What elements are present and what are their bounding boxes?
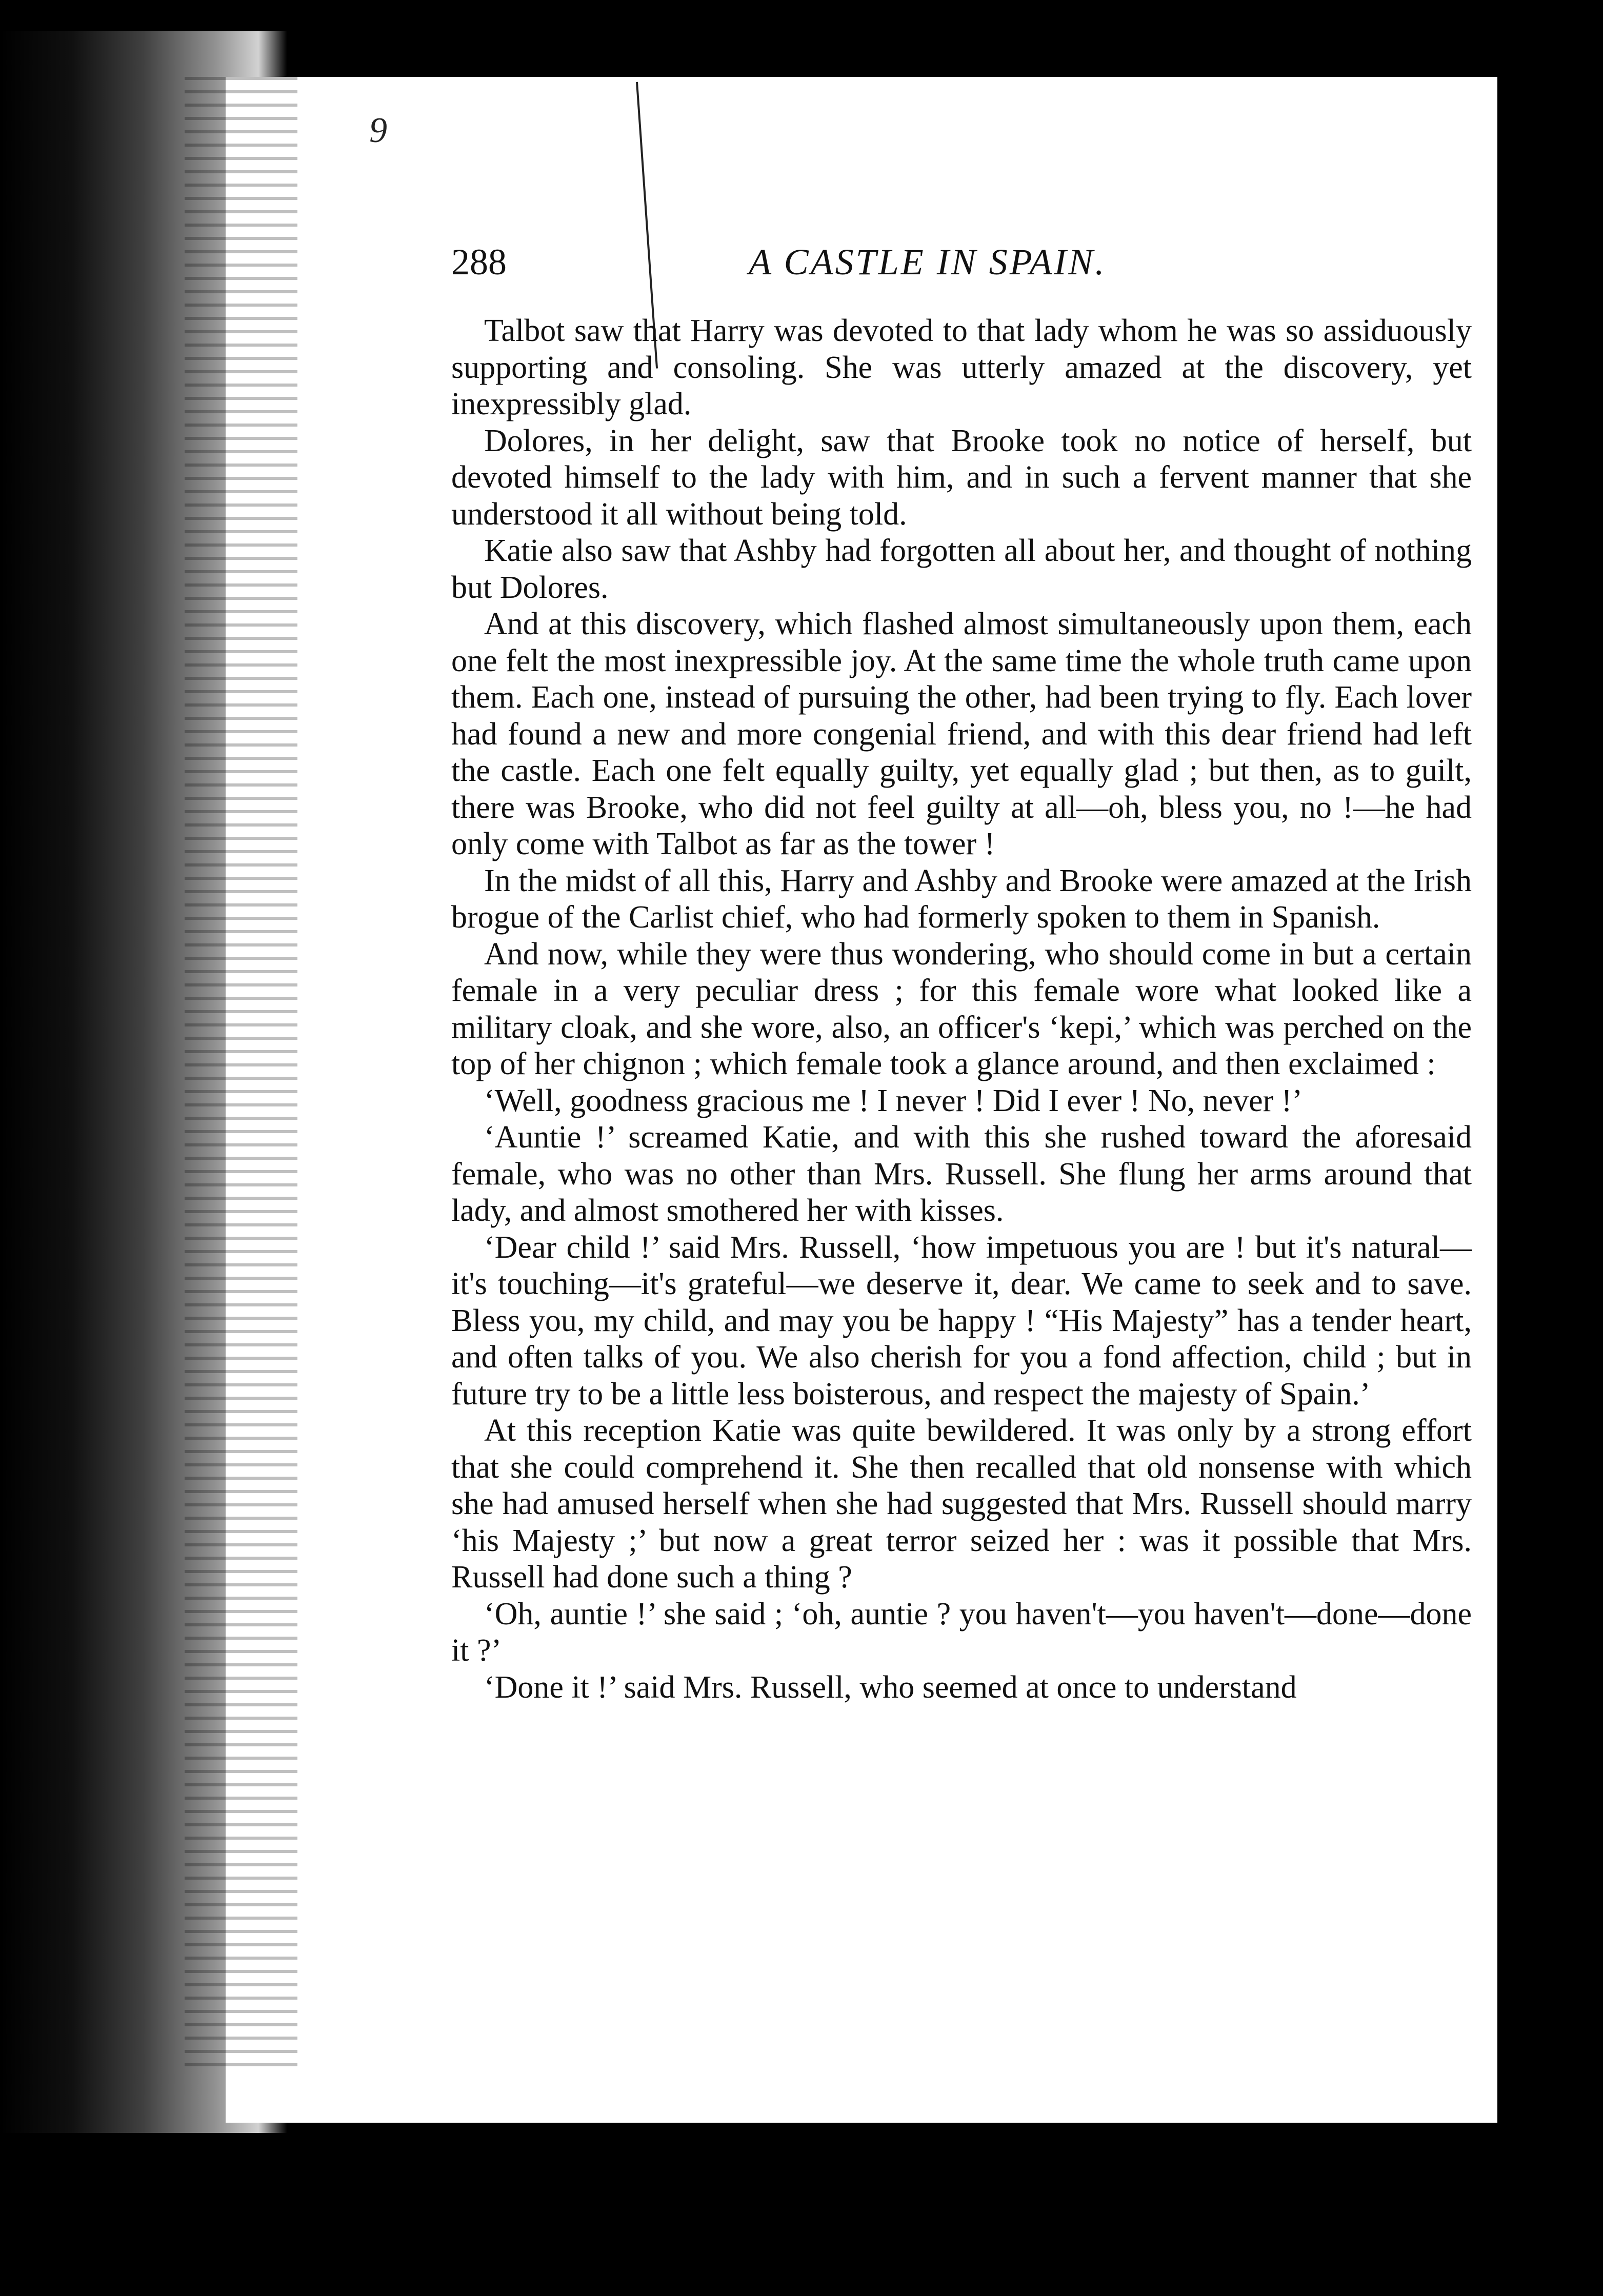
- paragraph: At this reception Katie was quite bewildered. It was only by a strong effort that she could comprehend it. She then recalled that old nonsense with which she had amused herself when she had suggested that Mrs. Russell should marry ‘his Majesty ;’ but now a great terror seized her : was it possible that Mrs. Russell had done such a thing ?: [451, 1413, 1472, 1595]
- body-text: [451, 313, 1472, 1706]
- paragraph: ‘Well, goodness gracious me ! I never ! Did I ever ! No, never !’: [484, 1083, 1303, 1118]
- page-header: [451, 241, 1456, 297]
- paragraph: And now, while they were thus wondering, who should come in but a certain female in a very peculiar dress ; for this female wore what looked like a military cloak, and she wore, also, an officer's ‘kepi,’ which was perched on the top of her chignon ; which female took a glance around, and then exclaimed :: [451, 936, 1472, 1081]
- paragraph: ‘Done it !’ said Mrs. Russell, who seemed at once to understand: [484, 1669, 1297, 1705]
- corner-mark: 9: [369, 111, 387, 150]
- paragraph: Dolores, in her delight, saw that Brooke took no notice of herself, but devoted himself to the lady with him, and in such a fervent manner that she understood it all without being told.: [451, 423, 1472, 532]
- paragraph: And at this discovery, which flashed almost simultaneously upon them, each one felt the most inexpressible joy. At the same time the whole truth came upon them. Each one, instead of pursuing the other, had been trying to fly. Each lover had found a new and more congenial friend, and with this dear friend had left the castle. Each one felt equally guilty, yet equally glad ; but then, as to guilt, there was Brooke, who did not feel guilty at all—oh, bless you, no !—he had only come with Talbot as far as the tower !: [451, 607, 1472, 861]
- paragraph: Talbot saw that Harry was devoted to that lady whom he was so assiduously supporting and consoling. She was utterly amazed at the discovery, yet inexpressibly glad.: [451, 313, 1472, 421]
- paragraph: Katie also saw that Ashby had forgotten all about her, and thought of nothing but Dolores.: [451, 533, 1472, 605]
- paragraph: ‘Oh, auntie !’ she said ; ‘oh, auntie ? you haven't—you haven't—done—done it ?’: [451, 1596, 1472, 1668]
- paragraph: In the midst of all this, Harry and Ashby and Brooke were amazed at the Irish brogue of the Carlist chief, who had formerly spoken to them in Spanish.: [451, 863, 1472, 935]
- running-title: A CASTLE IN SPAIN.: [749, 241, 1107, 283]
- gutter-texture: [185, 77, 297, 2077]
- page-number: 288: [451, 241, 507, 283]
- paragraph: ‘Dear child !’ said Mrs. Russell, ‘how impetuous you are ! but it's natural—it's touching—it's grateful—we deserve it, dear. We came to seek and to save. Bless you, my child, and may you be happy ! “His Majesty” has a tender heart, and often talks of you. We also cherish for you a fond affection, child ; but in future try to be a little less boisterous, and respect the majesty of Spain.’: [451, 1230, 1472, 1412]
- paragraph: ‘Auntie !’ screamed Katie, and with this she rushed toward the aforesaid female, who was no other than Mrs. Russell. She flung her arms around that lady, and almost smothered her with kisses.: [451, 1120, 1472, 1228]
